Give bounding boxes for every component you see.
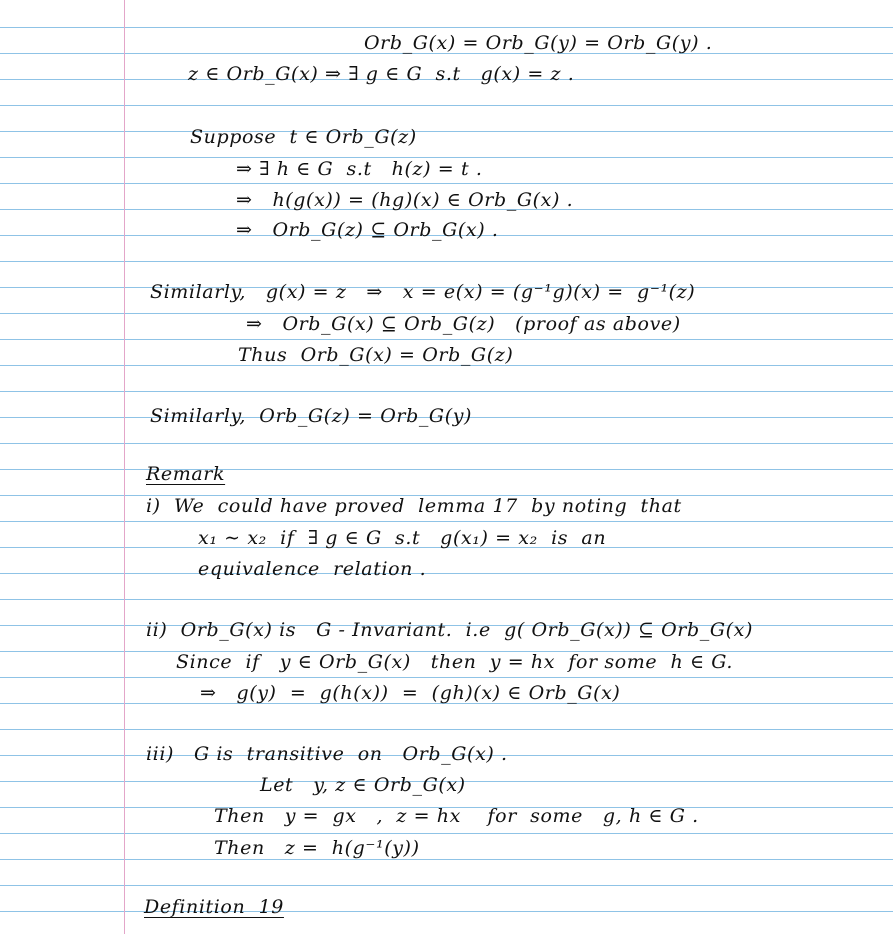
orbit-membership-line: z ∈ Orb_G(x) ⇒ ∃ g ∈ G s.t g(x) = z . bbox=[188, 63, 575, 85]
reverse-subset-line: ⇒ Orb_G(x) ⊆ Orb_G(z) (proof as above) bbox=[246, 313, 681, 335]
remark-iii-line: iii) G is transitive on Orb_G(x) . bbox=[146, 743, 508, 765]
equivalence-line: x₁ ∼ x₂ if ∃ g ∈ G s.t g(x₁) = x₂ is an bbox=[198, 527, 607, 549]
remark-heading: Remark bbox=[146, 463, 226, 485]
similarly-inverse-line: Similarly, g(x) = z ⇒ x = e(x) = (g⁻¹g)(x) = g⁻¹(z) bbox=[150, 281, 696, 303]
then-inverse-line: Then z = h(g⁻¹(y)) bbox=[214, 837, 420, 859]
let-line: Let y, z ∈ Orb_G(x) bbox=[260, 774, 466, 796]
thus-line: Thus Orb_G(x) = Orb_G(z) bbox=[238, 344, 514, 366]
definition-heading: Definition 19 bbox=[144, 896, 284, 918]
similarly-orb-y-line: Similarly, Orb_G(z) = Orb_G(y) bbox=[150, 405, 473, 427]
margin-line bbox=[124, 0, 125, 934]
since-line: Since if y ∈ Orb_G(x) then y = hx for some h ∈ G. bbox=[176, 651, 733, 673]
orbit-equality-line: Orb_G(x) = Orb_G(y) = Orb_G(y) . bbox=[364, 32, 713, 54]
remark-ii-line: ii) Orb_G(x) is G - Invariant. i.e g( Orb_G(x)) ⊆ Orb_G(x) bbox=[146, 619, 753, 641]
composition-line: ⇒ h(g(x)) = (hg)(x) ∈ Orb_G(x) . bbox=[236, 189, 574, 211]
invariant-proof-line: ⇒ g(y) = g(h(x)) = (gh)(x) ∈ Orb_G(x) bbox=[200, 682, 621, 704]
subset-line: ⇒ Orb_G(z) ⊆ Orb_G(x) . bbox=[236, 219, 499, 241]
remark-i-line: i) We could have proved lemma 17 by noting that bbox=[146, 495, 682, 517]
suppose-line: Suppose t ∈ Orb_G(z) bbox=[190, 126, 417, 148]
then-gx-line: Then y = gx , z = hx for some g, h ∈ G . bbox=[214, 805, 699, 827]
exists-h-line: ⇒ ∃ h ∈ G s.t h(z) = t . bbox=[236, 158, 483, 180]
equivalence-relation-line: equivalence relation . bbox=[198, 558, 427, 580]
